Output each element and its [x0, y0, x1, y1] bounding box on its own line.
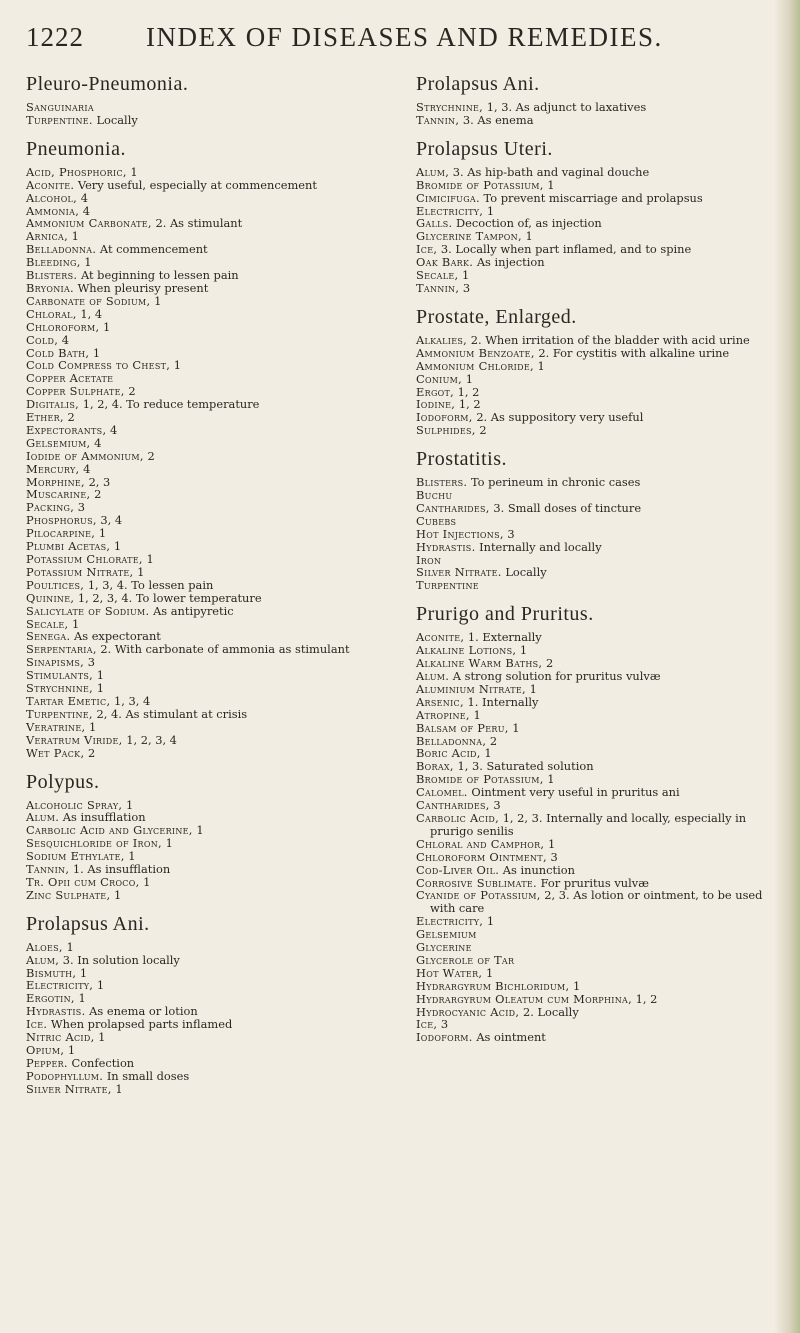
remedy-name: Opium,	[26, 1043, 65, 1057]
remedy-note: 4	[94, 435, 102, 450]
remedy-note: 1, 3, 4. To lessen pain	[87, 577, 214, 592]
remedy-note: 1	[519, 643, 528, 658]
index-entry	[416, 114, 764, 127]
remedy-note: 1	[96, 681, 104, 696]
page-header	[26, 22, 782, 62]
remedy-name: Cimicifuga.	[416, 190, 480, 205]
remedy-name: Ammonium Carbonate,	[26, 216, 152, 231]
remedy-name: Carbolic Acid and Glycerine,	[26, 823, 193, 838]
remedy-note: 1	[137, 564, 145, 579]
remedy-name: Tr. Opii cum Croco,	[26, 874, 140, 889]
index-section	[26, 912, 366, 1096]
section-heading: Prolapsus Ani.	[26, 912, 150, 935]
remedy-name: Ammonium Benzoate,	[416, 345, 535, 360]
remedy-note: 3	[493, 798, 501, 813]
remedy-name: Packing,	[26, 500, 75, 515]
remedy-note: 1	[465, 371, 473, 386]
index-entry	[26, 114, 366, 127]
remedy-name: Atropine,	[416, 707, 470, 722]
remedy-note: Locally	[96, 112, 138, 127]
remedy-note: When pleurisy present	[77, 280, 209, 295]
remedy-name: Aconite,	[416, 630, 465, 645]
index-entry	[26, 889, 366, 902]
section-heading: Prolapsus Uteri.	[416, 137, 553, 160]
remedy-note: As enema or lotion	[89, 1004, 198, 1019]
remedy-note: 1	[115, 1081, 123, 1096]
remedy-name: Hydrastis.	[26, 1004, 86, 1019]
remedy-note: For pruritus vulvæ	[540, 875, 649, 890]
remedy-name: Quinine,	[26, 590, 75, 605]
section-heading: Polypus.	[26, 770, 100, 793]
remedy-name: Calomel.	[416, 785, 468, 800]
remedy-name: Strychnine,	[416, 100, 484, 114]
remedy-note: 1	[547, 836, 556, 851]
index-entry	[26, 1031, 366, 1044]
remedy-note: When prolapsed parts inflamed	[50, 1017, 233, 1032]
remedy-name: Muscarine,	[26, 487, 91, 502]
remedy-note: 4	[80, 190, 88, 205]
remedy-note: 1	[485, 965, 494, 980]
remedy-note: 1	[573, 978, 581, 993]
remedy-name: Bromide of Potassium,	[416, 177, 544, 192]
remedy-note: 2	[479, 423, 487, 438]
index-section	[416, 72, 764, 127]
remedy-note: Very useful, especially at commencement	[77, 177, 317, 192]
remedy-name: Hot Water,	[416, 965, 483, 980]
index-entry	[26, 954, 366, 967]
remedy-note: 1	[125, 797, 134, 812]
remedy-note: 2	[128, 384, 136, 399]
remedy-note: 4	[110, 422, 118, 437]
remedy-note: To prevent miscarriage and prolapsus	[483, 190, 703, 205]
remedy-name: Turpentine,	[26, 706, 93, 721]
remedy-note: 1, 2, 3, 4. To lower temperature	[77, 590, 262, 605]
remedy-name: Stimulants,	[26, 668, 94, 683]
remedy-note: 2	[88, 745, 96, 760]
remedy-name: Sulphides,	[416, 423, 476, 438]
running-title: INDEX OF DISEASES AND REMEDIES.	[146, 22, 663, 52]
index-entry	[416, 579, 764, 592]
remedy-note: 1	[525, 229, 533, 244]
remedy-name: Pepper.	[26, 1055, 68, 1070]
remedy-name: Ether,	[26, 410, 64, 425]
page-number: 1222	[26, 22, 84, 52]
remedy-name: Hydrastis.	[416, 539, 476, 554]
remedy-note: 1	[96, 668, 104, 683]
remedy-name: Ice,	[416, 1017, 438, 1032]
remedy-name: Ammonium Chloride,	[416, 358, 534, 373]
remedy-name: Electricity,	[26, 978, 94, 993]
remedy-note: 3. Locally when part inflamed, and to spine	[440, 242, 692, 257]
remedy-note: At commencement	[99, 242, 208, 257]
remedy-name: Hydrargyrum Oleatum cum Morphina,	[416, 991, 633, 1006]
remedy-name: Corrosive Sublimate.	[416, 875, 537, 890]
remedy-note: As expectorant	[74, 629, 161, 644]
remedy-name: Alcoholic Spray,	[26, 797, 123, 812]
remedy-name: Veratrine,	[26, 719, 86, 734]
remedy-name: Turpentine.	[26, 112, 93, 127]
remedy-name: Borax,	[416, 759, 454, 774]
remedy-name: Galls.	[416, 216, 453, 231]
remedy-name: Copper Sulphate,	[26, 384, 125, 399]
left-column	[26, 68, 366, 1106]
remedy-name: Ergot,	[416, 384, 455, 399]
remedy-note: 1, 3. Saturated solution	[457, 759, 594, 774]
remedy-name: Acid, Phosphoric,	[26, 164, 127, 179]
section-heading: Prolapsus Ani.	[416, 73, 540, 95]
remedy-name: Cyanide of Potassium,	[416, 888, 541, 903]
remedy-name: Potassium Nitrate,	[26, 564, 134, 579]
right-column	[416, 68, 764, 1054]
section-heading: Prostate, Enlarged.	[416, 305, 577, 328]
remedy-name: Alcohol,	[26, 190, 78, 205]
index-entry	[416, 476, 764, 489]
remedy-name: Pilocarpine,	[26, 526, 96, 541]
remedy-note: 3	[87, 655, 95, 670]
remedy-note: 1	[173, 358, 182, 373]
remedy-note: 2. With carbonate of ammonia as stimulant	[100, 642, 350, 657]
remedy-name: Alkalies,	[416, 332, 468, 347]
remedy-note: 1	[547, 177, 555, 192]
remedy-name: Gelsemium	[416, 927, 477, 942]
remedy-name: Buchu	[416, 488, 453, 503]
remedy-note: 1	[165, 836, 173, 851]
remedy-name: Alkaline Lotions,	[416, 643, 517, 658]
index-entry	[416, 1006, 764, 1019]
section-heading: Prurigo and Pruritus.	[416, 603, 594, 626]
remedy-name: Senega.	[26, 629, 71, 644]
remedy-note: 2	[67, 410, 75, 425]
remedy-note: 1	[103, 319, 111, 334]
index-section	[416, 602, 764, 1044]
index-entry	[416, 812, 764, 838]
remedy-name: Bryonia.	[26, 280, 74, 295]
remedy-name: Morphine,	[26, 474, 85, 489]
remedy-name: Podophyllum.	[26, 1068, 104, 1083]
remedy-name: Veratrum Viride,	[26, 732, 123, 747]
remedy-name: Chloroform Ointment,	[416, 849, 547, 864]
remedy-name: Aluminium Nitrate,	[416, 681, 526, 696]
remedy-name: Conium,	[416, 371, 463, 386]
remedy-name: Silver Nitrate,	[26, 1081, 112, 1096]
remedy-note: 1	[128, 849, 136, 864]
remedy-note: 1	[114, 887, 122, 902]
remedy-name: Iodoform.	[416, 1030, 473, 1045]
remedy-name: Glycerine	[416, 940, 472, 955]
remedy-note: 1	[462, 268, 470, 283]
index-entry	[26, 295, 366, 308]
remedy-note: As insufflation	[62, 810, 146, 825]
remedy-name: Bleeding,	[26, 255, 81, 270]
remedy-note: 1. Externally	[467, 630, 542, 645]
remedy-note: 4	[83, 461, 91, 476]
remedy-name: Alkaline Warm Baths,	[416, 656, 543, 671]
remedy-note: 1	[66, 939, 74, 954]
remedy-note: 2, 4. As stimulant at crisis	[96, 706, 248, 721]
remedy-note: 3	[440, 1017, 449, 1032]
remedy-name: Chloral and Camphor,	[416, 836, 545, 851]
remedy-note: In small doses	[106, 1068, 190, 1083]
remedy-note: 3. Small doses of tincture	[493, 500, 642, 515]
remedy-note: 1, 4	[80, 306, 103, 321]
remedy-name: Aloes,	[26, 939, 63, 954]
index-section	[416, 137, 764, 295]
remedy-note: At beginning to lessen pain	[80, 268, 239, 283]
remedy-note: 3	[507, 526, 515, 541]
section-heading: Prostatitis.	[416, 448, 508, 471]
remedy-note: 1	[78, 991, 86, 1006]
index-section	[26, 770, 366, 902]
remedy-name: Arnica,	[26, 229, 69, 244]
index-entry	[416, 541, 764, 554]
remedy-name: Alum,	[26, 952, 60, 967]
remedy-name: Copper Acetate	[26, 371, 114, 386]
remedy-note: 1	[486, 203, 495, 218]
remedy-note: 1	[529, 681, 537, 696]
remedy-note: 1	[512, 720, 520, 735]
remedy-name: Oak Bark.	[416, 255, 474, 270]
remedy-name: Alum,	[416, 164, 450, 179]
remedy-note: 3. As hip-bath and vaginal douche	[452, 164, 650, 179]
remedy-name: Arsenic,	[416, 694, 464, 709]
remedy-note: 2, 3	[88, 474, 111, 489]
remedy-name: Iodoform,	[416, 410, 473, 425]
remedy-name: Bismuth,	[26, 965, 77, 980]
remedy-name: Phosphorus,	[26, 513, 97, 528]
remedy-name: Expectorants,	[26, 422, 107, 437]
remedy-note: 2. As stimulant	[155, 216, 243, 231]
remedy-note: 1. As insufflation	[72, 862, 171, 877]
remedy-name: Mercury,	[26, 461, 80, 476]
remedy-note: 2	[94, 487, 102, 502]
remedy-name: Sodium Ethylate,	[26, 849, 125, 864]
index-entry	[416, 502, 764, 515]
remedy-note: 1	[113, 539, 122, 554]
remedy-note: A strong solution for pruritus vulvæ	[452, 669, 661, 683]
index-entry	[26, 1083, 366, 1096]
index-entry	[416, 282, 764, 295]
remedy-name: Gelsemium,	[26, 435, 91, 450]
remedy-name: Iodine,	[416, 397, 456, 412]
remedy-name: Secale,	[416, 268, 459, 283]
remedy-name: Alum.	[26, 810, 60, 825]
remedy-note: 1	[79, 965, 88, 980]
remedy-note: 1	[98, 526, 107, 541]
remedy-note: 1	[72, 616, 80, 631]
remedy-name: Sinapisms,	[26, 655, 85, 670]
index-entry	[26, 321, 366, 334]
remedy-note: To perineum in chronic cases	[470, 475, 641, 490]
remedy-note: 1, 3. As adjunct to laxatives	[486, 100, 647, 114]
remedy-note: 2	[489, 733, 498, 748]
remedy-note: 3, 4	[100, 513, 123, 528]
remedy-name: Hydrargyrum Bichloridum,	[416, 978, 570, 993]
remedy-note: 1	[484, 746, 492, 761]
section-heading: Pleuro-Pneumonia.	[26, 73, 189, 95]
remedy-note: 4	[61, 332, 69, 347]
remedy-note: 2, 3. As lotion or ointment, to be used with care	[430, 888, 763, 916]
page-edge	[774, 0, 800, 1333]
remedy-name: Electricity,	[416, 914, 484, 929]
remedy-note: 1	[196, 823, 204, 838]
remedy-note: 1, 2	[635, 991, 658, 1006]
remedy-note: 3. As enema	[462, 112, 534, 127]
remedy-name: Glycerole of Tar	[416, 952, 515, 967]
remedy-name: Ice,	[416, 242, 438, 257]
remedy-name: Cubebs	[416, 513, 457, 528]
remedy-note: 1	[96, 978, 105, 993]
remedy-name: Alum.	[416, 669, 450, 683]
remedy-note: 1, 2	[457, 384, 480, 399]
remedy-name: Tannin,	[26, 862, 70, 877]
remedy-name: Iron	[416, 552, 442, 567]
remedy-note: 1. Internally	[467, 694, 539, 709]
remedy-note: 1	[84, 255, 92, 270]
section-heading: Pneumonia.	[26, 137, 126, 160]
index-section	[416, 305, 764, 437]
remedy-note: Decoction of, as injection	[456, 216, 602, 231]
remedy-note: 1	[486, 914, 495, 929]
remedy-note: 3	[550, 849, 558, 864]
remedy-note: Locally	[505, 565, 547, 580]
remedy-note: 3	[77, 500, 85, 515]
remedy-name: Cantharides,	[416, 798, 490, 813]
remedy-name: Plumbi Acetas,	[26, 539, 111, 554]
index-entry	[26, 747, 366, 760]
remedy-note: 1	[67, 1043, 76, 1057]
remedy-name: Zinc Sulphate,	[26, 887, 111, 902]
remedy-note: 3	[462, 280, 471, 295]
remedy-note: 1, 2, 3, 4	[126, 732, 177, 747]
remedy-note: 2	[147, 448, 155, 463]
remedy-name: Poultices,	[26, 577, 85, 592]
remedy-name: Hydrocyanic Acid,	[416, 1004, 520, 1019]
remedy-note: 1	[143, 874, 151, 889]
remedy-name: Chloral,	[26, 306, 77, 321]
remedy-note: As injection	[476, 255, 545, 270]
index-entry	[26, 398, 366, 411]
remedy-name: Blisters.	[26, 268, 78, 283]
remedy-note: 2	[545, 656, 554, 671]
remedy-name: Electricity,	[416, 203, 484, 218]
remedy-name: Ammonia,	[26, 203, 80, 218]
remedy-name: Tartar Emetic,	[26, 693, 111, 708]
remedy-name: Chloroform,	[26, 319, 100, 334]
index-entry	[416, 1031, 764, 1044]
remedy-name: Carbonate of Sodium,	[26, 293, 151, 308]
remedy-name: Iodide of Ammonium,	[26, 448, 144, 463]
remedy-name: Ice.	[26, 1017, 48, 1032]
index-entry	[416, 424, 764, 437]
remedy-name: Hot Injections,	[416, 526, 504, 541]
remedy-name: Belladonna.	[26, 242, 97, 257]
remedy-note: Ointment very useful in pruritus ani	[471, 785, 680, 800]
remedy-note: 4	[82, 203, 91, 218]
index-section	[26, 137, 366, 760]
remedy-name: Cantharides,	[416, 500, 490, 515]
remedy-name: Blisters.	[416, 475, 468, 490]
remedy-note: 1	[473, 707, 481, 722]
remedy-note: 1	[89, 719, 97, 734]
index-section	[416, 447, 764, 592]
remedy-note: 3. In solution locally	[62, 952, 180, 967]
remedy-name: Cold,	[26, 332, 59, 347]
remedy-name: Tannin,	[416, 112, 460, 127]
remedy-name: Belladonna,	[416, 733, 487, 748]
remedy-note: 1, 2, 3. Internally and locally, especially in prurigo senilis	[430, 810, 747, 838]
remedy-name: Cold Compress to Chest,	[26, 358, 171, 373]
remedy-name: Turpentine	[416, 578, 479, 593]
remedy-name: Secale,	[26, 616, 69, 631]
remedy-name: Ergotin,	[26, 991, 75, 1006]
remedy-note: 1	[154, 293, 162, 308]
remedy-note: 1, 3, 4	[114, 693, 151, 708]
remedy-note: 2. As suppository very useful	[476, 410, 644, 425]
remedy-name: Cold Bath,	[26, 345, 90, 360]
remedy-name: Glycerine Tampon,	[416, 229, 522, 244]
remedy-note: 2. For cystitis with alkaline urine	[538, 345, 730, 360]
remedy-note: 1	[537, 358, 545, 373]
remedy-note: 1	[547, 772, 555, 787]
remedy-name: Digitalis,	[26, 397, 80, 412]
remedy-note: 2. Locally	[522, 1004, 579, 1019]
remedy-note: Internally and locally	[479, 539, 602, 554]
remedy-name: Wet Pack,	[26, 745, 85, 760]
remedy-name: Bromide of Potassium,	[416, 772, 544, 787]
remedy-name: Sesquichloride of Iron,	[26, 836, 162, 851]
remedy-note: 2. When irritation of the bladder with acid urine	[470, 332, 750, 347]
remedy-name: Aconite.	[26, 177, 75, 192]
remedy-note: 1	[71, 229, 79, 244]
remedy-name: Tannin,	[416, 280, 460, 295]
index-section	[26, 72, 366, 127]
index-entry	[416, 889, 764, 915]
remedy-name: Salicylate of Sodium.	[26, 603, 150, 618]
remedy-name: Strychnine,	[26, 681, 94, 696]
remedy-note: 1	[98, 1030, 106, 1045]
remedy-note: 1, 2, 4. To reduce temperature	[82, 397, 260, 412]
remedy-name: Nitric Acid,	[26, 1030, 95, 1045]
remedy-name: Cod-Liver Oil.	[416, 862, 500, 877]
remedy-name: Balsam of Peru,	[416, 720, 509, 735]
remedy-note: As inunction	[502, 862, 575, 877]
remedy-name: Potassium Chlorate,	[26, 552, 143, 566]
remedy-note: 1	[92, 345, 101, 360]
remedy-note: As antipyretic	[153, 603, 234, 618]
remedy-note: 1	[130, 164, 138, 179]
remedy-name: Silver Nitrate.	[416, 565, 502, 580]
remedy-note: Confection	[71, 1055, 135, 1070]
remedy-note: 1	[146, 552, 154, 566]
remedy-name: Carbolic Acid,	[416, 810, 500, 825]
remedy-name: Sanguinaria	[26, 100, 94, 114]
remedy-name: Boric Acid,	[416, 746, 481, 761]
remedy-name: Serpentaria,	[26, 642, 97, 657]
remedy-note: As ointment	[476, 1030, 546, 1045]
remedy-note: 1, 2	[458, 397, 481, 412]
